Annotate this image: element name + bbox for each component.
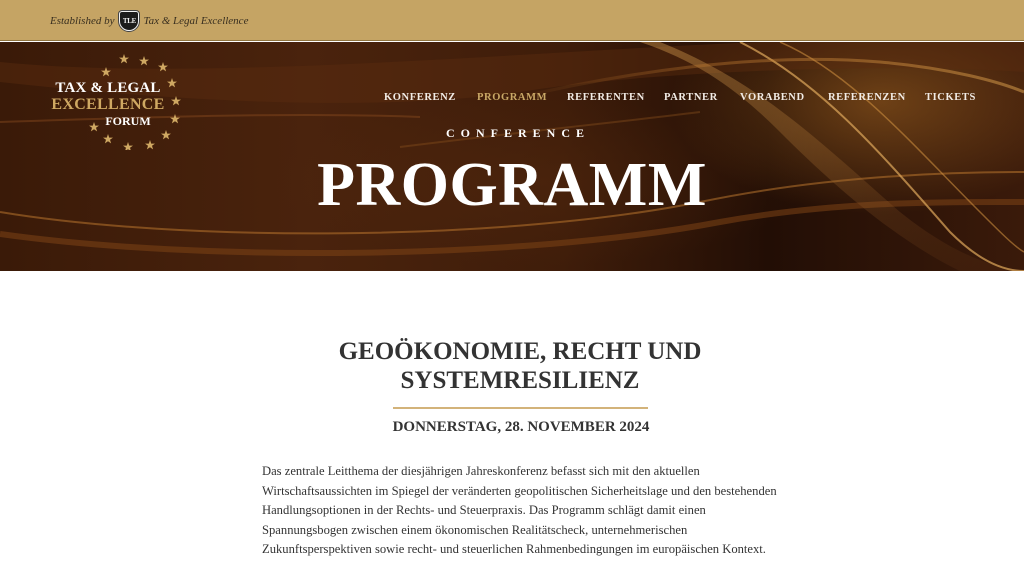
nav-programm[interactable]: PROGRAMM: [477, 92, 548, 103]
hero-banner: [0, 42, 1024, 271]
conference-theme-heading: GEOÖKONOMIE, RECHT UND SYSTEMRESILIENZ: [338, 338, 702, 394]
established-by[interactable]: [50, 11, 248, 31]
logo-line-3: FORUM: [105, 114, 151, 128]
logo-line-1: TAX & LEGAL: [55, 80, 161, 96]
nav-partner[interactable]: PARTNER: [664, 92, 718, 103]
intro-paragraph: Das zentrale Leitthema der diesjährigen Jahreskonferenz befasst sich mit den aktuellen Wirtschaftsaussichten im Spiegel der veränderten geopolitischen Sicherheitslage und den bestehenden Handlungsoptionen in der Rechts- und Steuerpraxis. Das Programm schlägt damit einen Spannungsbogen zwischen einem ökonomischen Realitätscheck, unternehmerischen Zukunftsperspektiven sowie recht- und steuerlichen Rahmenbedingungen im europäischen Kontext.: [262, 464, 777, 557]
nav-tickets[interactable]: TICKETS: [925, 92, 976, 103]
tle-shield-icon: TLE: [119, 11, 139, 31]
main-content: [0, 271, 1024, 576]
nav-referenzen[interactable]: REFERENZEN: [828, 92, 906, 103]
top-banner: [0, 0, 1024, 41]
logo-line-2: EXCELLENCE: [51, 96, 165, 113]
nav-vorabend[interactable]: VORABEND: [740, 92, 805, 103]
conference-date: DONNERSTAG, 28. NOVEMBER 2024: [392, 419, 650, 435]
page-title: PROGRAMM: [317, 151, 707, 219]
gold-divider: [393, 407, 648, 409]
established-by-label: Established by: [50, 15, 115, 27]
org-name-link[interactable]: Tax & Legal Excellence: [143, 15, 249, 27]
hero-eyebrow: CONFERENCE: [445, 126, 590, 140]
nav-referenten[interactable]: REFERENTEN: [567, 92, 645, 103]
nav-konferenz[interactable]: KONFERENZ: [384, 92, 456, 103]
